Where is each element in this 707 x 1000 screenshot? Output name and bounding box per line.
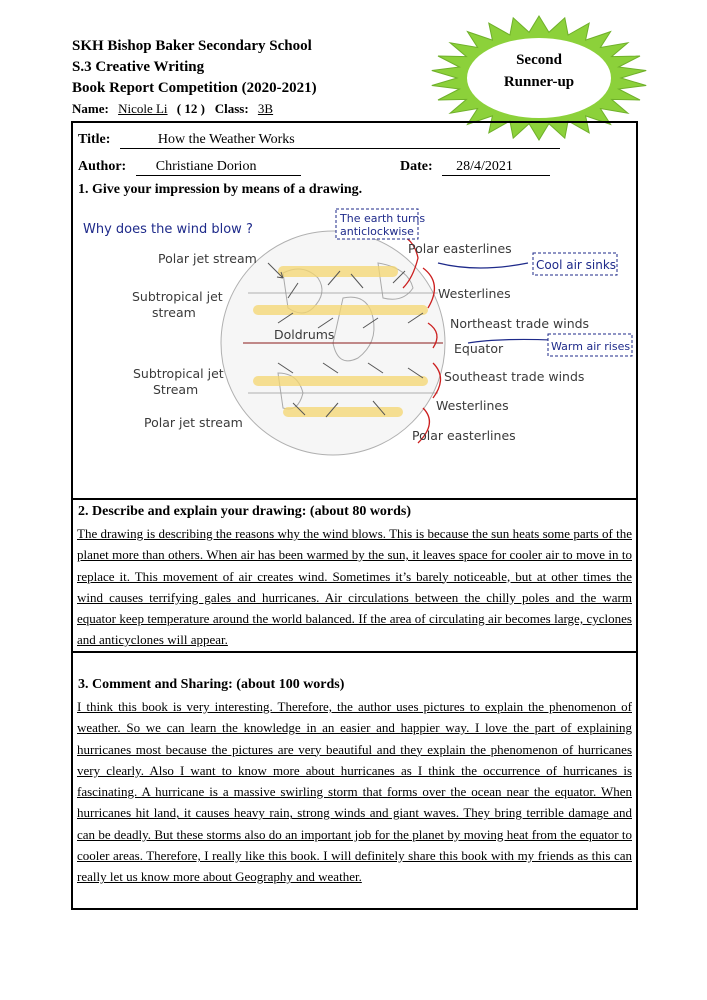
label-subtropical-jet-top-2: stream [152,305,196,320]
diagram-question: Why does the wind blow ? [83,222,253,237]
section-3-text: I think this book is very interesting. Therefore, the author uses pictures to explain the phenomenon of weather. So we can learn the knowledge in an easier and happier way. I love the part of explaining hurricanes most because the pictures are very beautiful and they explain the phenomenon of hurricanes very clearly. Also I want to know more about hurricanes as I think the occurrence of hurricanes is fascinating. A hurricane is a massive swirling storm that forms over the ocean near the equator. When hurricanes hit land, it causes heavy rain, strong winds and giant waves. They bring terrible damage and can be deadly. But these storms also do an important job for the planet by moving heat from the equator to cooler areas. Therefore, I really like this book. I will definitely share this book with my friends as this can really let us know more about Geography and weather. [77,699,632,885]
badge-line-2: Runner-up [503,74,575,90]
name-label: Name: [72,101,109,116]
date-field [400,159,550,176]
label-polar-easterlines-top: Polar easterlines [408,241,512,256]
label-westerlines-bottom: Westerlines [436,398,509,413]
section-3-heading: 3. Comment and Sharing: (about 100 words) [78,677,345,692]
course-name: S.3 Creative Writing [72,59,205,75]
class-label: Class: [214,101,249,116]
competition-name: Book Report Competition (2020-2021) [72,80,317,96]
label-warm-air-rises: Warm air rises [551,340,631,353]
section-1-heading: 1. Give your impression by means of a drawing. [78,182,363,197]
label-equator: Equator [454,341,504,356]
date-value: 28/4/2021 [456,159,513,174]
label-polar-jet-bottom: Polar jet stream [144,415,243,430]
date-label: Date: [400,159,433,174]
label-subtropical-jet-top-1: Subtropical jet [132,289,223,304]
label-subtropical-jet-bottom-2: Stream [153,382,199,397]
class-value: 3B [257,101,274,116]
school-name: SKH Bishop Baker Secondary School [72,38,312,54]
badge-line-1: Second [516,52,562,68]
earth-note-line-2: anticlockwise [340,225,414,238]
label-cool-air-sinks: Cool air sinks [536,258,617,272]
author-field [78,159,301,176]
section-2-heading: 2. Describe and explain your drawing: (about 80 words) [78,504,412,519]
label-polar-easterlines-bottom: Polar easterlines [412,428,516,443]
title-label: Title: [78,132,111,147]
label-northeast-trade-winds: Northeast trade winds [450,316,590,331]
wind-diagram [78,203,633,493]
title-field [78,132,560,149]
label-subtropical-jet-bottom-1: Subtropical jet [133,366,224,381]
title-value: How the Weather Works [157,132,295,147]
label-polar-jet-top: Polar jet stream [158,251,257,266]
label-doldrums: Doldrums [274,327,335,342]
label-westerlines-top: Westerlines [438,286,511,301]
author-label: Author: [78,159,127,174]
author-value: Christiane Dorion [155,159,257,174]
student-info [72,101,279,117]
earth-note-line-1: The earth turns [340,212,426,225]
name-value: Nicole Li [118,101,168,116]
section-2-text: The drawing is describing the reasons why the wind blows. This is because the sun heats some parts of the planet more than others. When air has been warmed by the sun, it leaves space for cooler air to move in to replace it. This movement of air creates wind. Sometimes it’s barely noticeable, but at other times the wind causes terrifying gales and hurricanes. Air circulations between the chilly poles and the warm equator keep temperature around the world balanced. If the area of circulating air becomes large, cyclones and anticyclones will appear. [77,526,632,648]
label-southeast-trade-winds: Southeast trade winds [444,369,585,384]
student-number: ( 12 ) [176,101,205,116]
